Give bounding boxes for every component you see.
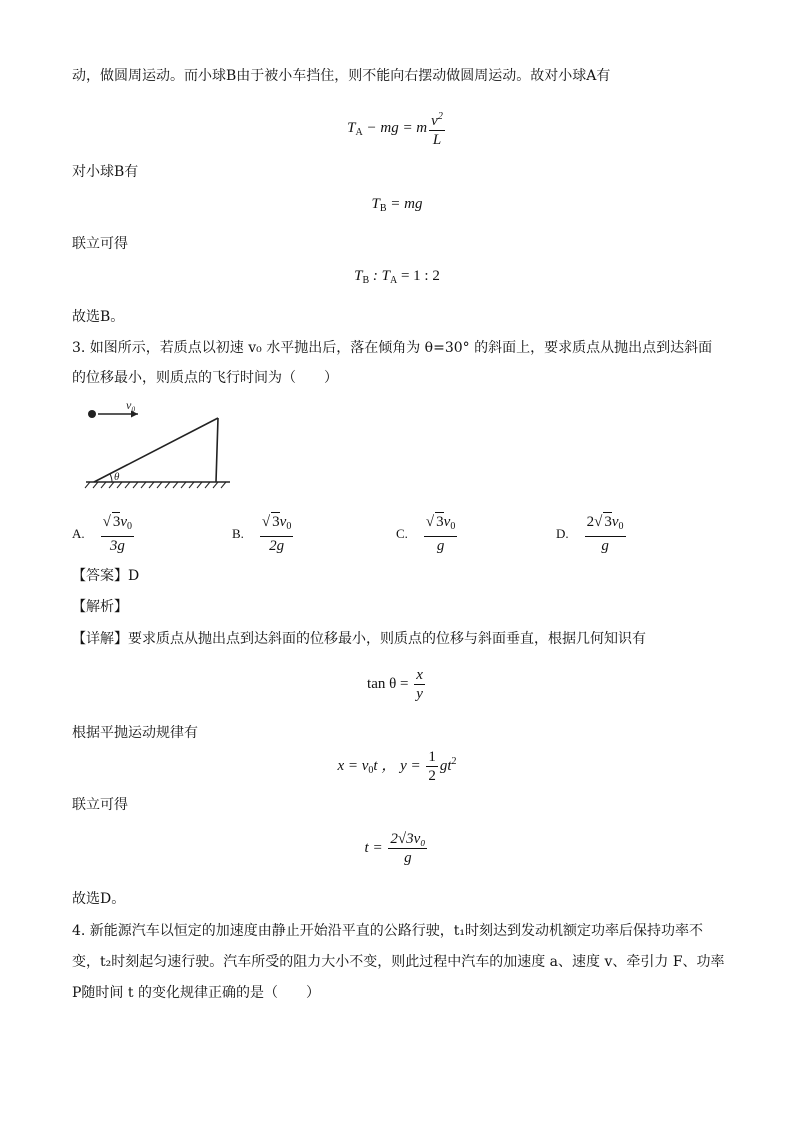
text-line: 故选B。 (72, 309, 125, 325)
question-3-line-1: 3. 如图所示，若质点以初速 v₀ 水平抛出后，落在倾角为 θ=30° 的斜面上，要求质点从抛出点到达斜面 (72, 340, 713, 356)
option-d[interactable]: D. $\frac{2√ 3v_0}{g}$ (556, 514, 624, 554)
incline-wall (216, 418, 218, 482)
text-line: 联立可得 (72, 797, 128, 813)
incline-surface (94, 418, 218, 482)
equation-ratio: $T_B$ : $T_A = 1$ : 2 (354, 268, 440, 286)
angle-label: θ (114, 471, 120, 483)
text-line: 故选D。 (72, 891, 126, 907)
equation-time: t = $\frac{\text{2√3v₀}}{g}$ (364, 831, 426, 866)
question-4-line-2: 变，t₂时刻起匀速行驶。汽车所受的阻力大小不变，则此过程中汽车的加速度 a、速度 v、牵引力 F、功率 (72, 954, 725, 970)
velocity-label: v₀ (126, 398, 136, 412)
equation-tan: tan θ = $\frac{x}{y}$ (367, 667, 423, 702)
option-b[interactable]: B. $\frac{√ 3v_0}{2g}$ (232, 514, 292, 554)
text-line: 动，做圆周运动。而小球B由于被小车挡住，则不能向右摆动做圆周运动。故对小球A有 (72, 68, 611, 84)
option-c[interactable]: C. $\frac{√ 3v_0}{g}$ (396, 514, 456, 554)
equation-projectile: $x = v_0t$ ， y = $\frac{1}{2}$ $gt^2$ (337, 749, 457, 784)
analysis-heading: 【解析】 (72, 599, 128, 615)
equation-tension-a: $T_A$ − mg = m $\frac{v^2}{L}$ (0, 108, 794, 149)
text-line: 根据平抛运动规律有 (72, 725, 198, 741)
equation-tension-b: $T_B$ = mg (371, 196, 423, 214)
incline-figure (80, 398, 240, 494)
answer-line: 【答案】D (72, 568, 140, 584)
question-4-line-1: 4. 新能源汽车以恒定的加速度由静止开始沿平直的公路行驶，t₁时刻达到发动机额定功率后保持功率不 (72, 923, 704, 939)
projectile-ball (88, 410, 96, 418)
option-a[interactable]: A. $\frac{√ 3v_0}{3g}$ (72, 514, 133, 554)
detail-line: 【详解】要求质点从抛出点到达斜面的位移最小，则质点的位移与斜面垂直，根据几何知识有 (72, 631, 646, 647)
angle-arc (110, 474, 112, 482)
text-line: 对小球B有 (72, 164, 139, 180)
question-4-line-3: P随时间 t 的变化规律正确的是（ ） (72, 985, 320, 1001)
text-line: 联立可得 (72, 236, 128, 252)
question-3-line-2: 的位移最小，则质点的飞行时间为（ ） (72, 370, 338, 386)
